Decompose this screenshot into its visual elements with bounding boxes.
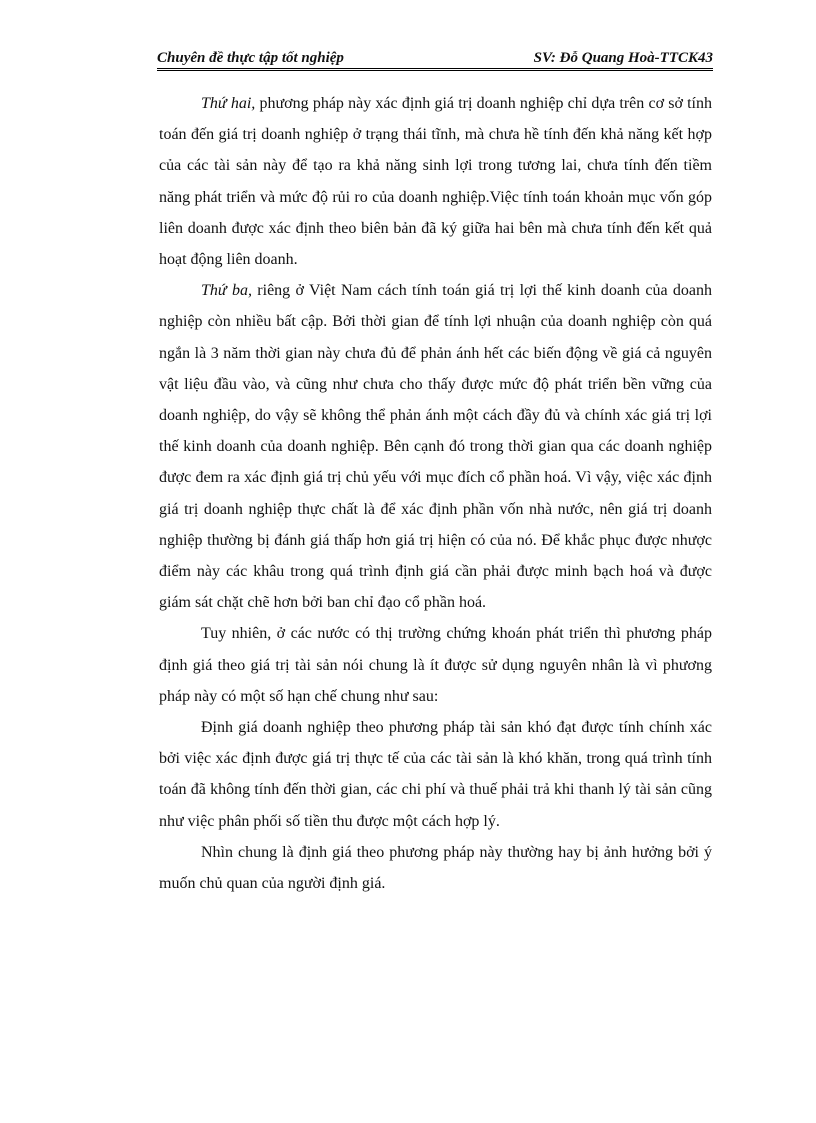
- header-document-title: Chuyên đề thực tập tốt nghiệp: [157, 50, 344, 66]
- paragraph-dinh-gia: [159, 712, 712, 837]
- page-header: [157, 49, 713, 71]
- paragraph-nhin-chung: [159, 837, 712, 899]
- paragraph-text: Nhìn chung là định giá theo phương pháp này thường hay bị ảnh hưởng bởi ý muốn chủ quan của người định giá.: [159, 843, 712, 893]
- paragraph-thu-hai: [159, 88, 712, 275]
- paragraph-thu-ba: [159, 275, 712, 618]
- header-author: SV: Đỗ Quang Hoà-TTCK43: [533, 50, 713, 66]
- document-body: [159, 88, 712, 899]
- paragraph-text: Định giá doanh nghiệp theo phương pháp tài sản khó đạt được tính chính xác bởi việc xác định được giá trị thực tế của các tài sản là khó khăn, trong quá trình tính toán đã không tính đến thời gian, các chi phí và thuế phải trả khi thanh lý tài sản cũng như việc phân phối số tiền thu được một cách hợp lý.: [159, 719, 712, 830]
- paragraph-text: Tuy nhiên, ở các nước có thị trường chứng khoán phát triển thì phương pháp định giá theo giá trị tài sản nói chung là ít được sử dụng nguyên nhân là vì phương pháp này có một số hạn chế chung như sau:: [159, 625, 712, 705]
- paragraph-lead: Thứ hai,: [201, 95, 256, 112]
- paragraph-text: phương pháp này xác định giá trị doanh nghiệp chỉ dựa trên cơ sở tính toán đến giá trị doanh nghiệp ở trạng thái tĩnh, mà chưa hề tính đến khả năng kết hợp của các tài sản này để tạo ra khả năng sinh lợi trong tương lai, chưa tính đến tiềm năng phát triển và mức độ rủi ro của doanh nghiệp.Việc tính toán khoản mục vốn góp liên doanh được xác định theo biên bản đã ký giữa hai bên mà chưa tính đến kết quả hoạt động liên doanh.: [159, 95, 713, 269]
- paragraph-lead: Thứ ba,: [201, 282, 252, 300]
- paragraph-text: riêng ở Việt Nam cách tính toán giá trị lợi thế kinh doanh của doanh nghiệp còn nhiều bất cập. Bởi thời gian để tính lợi nhuận của doanh nghiệp còn quá ngắn là 3 năm thời gian này chưa đủ để phản ánh hết các biến động về giá cả nguyên vật liệu đầu vào, và cũng như chưa cho thấy được mức độ phát triển bền vững của doanh nghiệp, do vậy sẽ không thể phản ánh một cách đầy đủ và chính xác giá trị lợi thế kinh doanh của doanh nghiệp. Bên cạnh đó trong thời gian qua các doanh nghiệp được đem ra xác định giá trị chủ yếu với mục đích cổ phần hoá. Vì vậy, việc xác định giá trị doanh nghiệp thực chất là để xác định phần vốn nhà nước, nên giá trị doanh nghiệp thường bị đánh giá thấp hơn giá trị hiện có của nó. Để khắc phục được nhược điểm này các khâu trong quá trình định giá cần phải được minh bạch hoá và được giám sát chặt chẽ hơn bởi ban chỉ đạo cổ phần hoá.: [159, 282, 712, 612]
- paragraph-tuy-nhien: [159, 618, 712, 712]
